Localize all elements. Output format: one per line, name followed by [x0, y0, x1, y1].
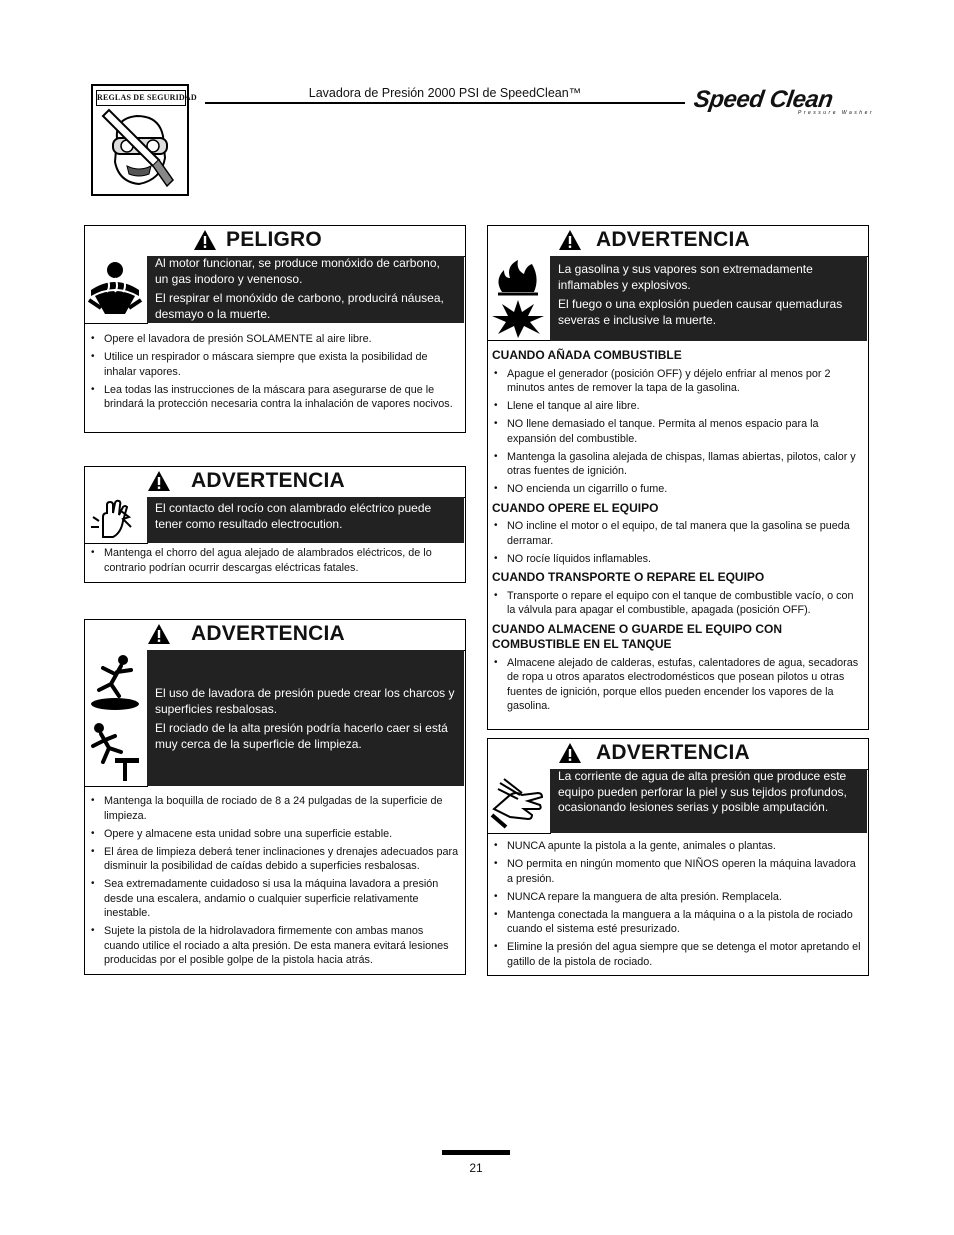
section-heading: CUANDO OPERE EL EQUIPO [492, 500, 659, 515]
slip-icon-cell [85, 650, 148, 719]
warning-triangle-icon [147, 623, 171, 645]
peligro-title: PELIGRO [226, 228, 322, 251]
warning-line: La gasolina y sus vapores son extremadamente inflamables y explosivos. [558, 262, 813, 292]
advertencia-electric-header [85, 467, 465, 498]
header-rule [205, 102, 685, 104]
peligro-header [85, 226, 465, 257]
list-item: • Utilice un respirador o máscara siempre que exista la posibilidad de inhalar vapores. [89, 350, 459, 379]
list-item: • Sujete la pistola de la hidrolavadora firmemente con ambas manos cuando utilice el rociado a alta presión. De esta manera evitará lesiones producidas por el posible golpe de la pistola hacia atrás. [89, 924, 461, 968]
electric-shock-hand-icon [85, 497, 145, 541]
list-item: • El área de limpieza deberá tener inclinaciones y drenajes adecuados para disminuir la posibilidad de caídas debido a superficies resbalosas. [89, 845, 461, 874]
advertencia-slip-title: ADVERTENCIA [191, 622, 345, 645]
advertencia-injection-box [487, 738, 869, 976]
warning-line: La corriente de agua de alta presión que produce este equipo pueden perforar la piel y sus tejidos profundos, ocasionando lesiones serias y posible amputación. [558, 769, 847, 814]
advertencia-injection-bullets [492, 839, 864, 973]
peligro-warning-text [147, 256, 464, 323]
advertencia-injection-header [488, 739, 868, 770]
list-item: • Mantenga la gasolina alejada de chispas, llamas abiertas, pilotos, calor y otras fuentes de ignición. [492, 450, 864, 479]
list-item: • NUNCA apunte la pistola a la gente, animales o plantas. [492, 839, 864, 854]
advertencia-fuel-sections [492, 344, 864, 717]
advertencia-injection-title: ADVERTENCIA [596, 741, 750, 764]
explosion-icon-cell [488, 298, 551, 341]
advertencia-electric-warning-text [147, 497, 464, 543]
advertencia-slip-warning-text [147, 650, 464, 786]
speed-clean-logo [692, 86, 875, 118]
advertencia-slip-header [85, 620, 465, 651]
list-item: • Llene el tanque al aire libre. [492, 399, 864, 414]
warning-line: El respirar el monóxido de carbono, producirá náusea, desmayo o la muerte. [155, 291, 444, 321]
list-item: • Mantenga conectada la manguera a la máquina o a la pistola de rociado cuando el sistema esté presurizado. [492, 908, 864, 937]
slipping-person-icon [85, 650, 145, 716]
list-item: • NO incline el motor o el equipo, de tal manera que la gasolina se pueda derramar. [492, 519, 864, 548]
list-item: • Opere y almacene esta unidad sobre una superficie estable. [89, 827, 461, 842]
warning-triangle-icon [147, 470, 171, 492]
list-item: • NO rocíe líquidos inflamables. [492, 552, 864, 567]
list-item: • Transporte o repare el equipo con el tanque de combustible vacío, o con la válvula para apagar el combustible, apagada (posición OFF). [492, 589, 864, 618]
warning-line: El contacto del rocío con alambrado eléctrico puede tener como resultado electrocution. [155, 501, 432, 531]
advertencia-fuel-box [487, 225, 869, 730]
advertencia-electric-box [84, 466, 466, 583]
peligro-bullets [89, 332, 459, 415]
list-item: • Lea todas las instrucciones de la máscara para asegurarse de que le brindará la protección necesaria contra la inhalación de vapores nocivos. [89, 383, 459, 412]
fire-icon-cell [488, 256, 551, 299]
safety-goggles-mask-icon [97, 108, 183, 192]
list-item: • NO encienda un cigarrillo o fume. [492, 482, 864, 497]
list-item: • Sea extremadamente cuidadoso si usa la máquina lavadora a presión desde una escalera, andamio o cualquier superficie relativamente inestable. [89, 877, 461, 921]
co-poison-icon-cell [85, 256, 148, 324]
section-heading: CUANDO AÑADA COMBUSTIBLE [492, 348, 682, 362]
section-heading: CUANDO ALMACENE O GUARDE EL EQUIPO CON COMBUSTIBLE EN EL TANQUE [492, 621, 783, 651]
list-item: • NO permita en ningún momento que NIÑOS operen la máquina lavadora a presión. [492, 857, 864, 886]
list-item: • Almacene alejado de calderas, estufas, calentadores de agua, secadoras de ropa u otros aparatos electrodomésticos que posean pilotos u otras fuentes de ignición, porque ellos pueden encender los vapores de la gasolina. [492, 656, 864, 714]
logo-wordmark: Speed Clean [692, 86, 835, 113]
page-number-text: 21 [469, 1161, 483, 1175]
warning-line: El fuego o una explosión pueden causar quemaduras severas e inclusive la muerte. [558, 297, 843, 327]
explosion-icon [488, 298, 548, 338]
list-item: • Opere el lavadora de presión SOLAMENTE al aire libre. [89, 332, 459, 347]
warning-line: El rociado de la alta presión podría hacerlo caer si está muy cerca de la superficie de limpieza. [155, 721, 448, 751]
list-item: • Apague el generador (posición OFF) y déjelo enfriar al menos por 2 minutos antes de remover la tapa de la gasolina. [492, 367, 864, 396]
electric-icon-cell [85, 497, 148, 544]
page-number-bar [442, 1150, 510, 1155]
carbon-monoxide-icon [85, 256, 145, 320]
advertencia-fuel-title: ADVERTENCIA [596, 228, 750, 251]
advertencia-electric-bullets [89, 546, 459, 579]
advertencia-fuel-warning-text [550, 256, 867, 341]
advertencia-injection-warning-text [550, 769, 867, 833]
advertencia-electric-title: ADVERTENCIA [191, 469, 345, 492]
list-item: • NO llene demasiado el tanque. Permita al menos espacio para la expansión del combustible. [492, 417, 864, 446]
advertencia-fuel-header [488, 226, 868, 257]
list-item: • Mantenga la boquilla de rociado de 8 a 24 pulgadas de la superficie de limpieza. [89, 794, 461, 823]
injection-icon-cell [488, 769, 551, 834]
safety-rules-badge [91, 84, 197, 196]
badge-title: REGLAS DE SEGURIDAD [96, 90, 186, 106]
list-item: • Mantenga el chorro del agua alejado de alambrados eléctricos, de lo contrario podrían ocurrir descargas eléctricas fatales. [89, 546, 459, 575]
page-number [442, 1150, 510, 1175]
skin-injection-hand-icon [488, 769, 548, 831]
section-heading: CUANDO TRANSPORTE O REPARE EL EQUIPO [492, 570, 765, 584]
warning-triangle-icon [558, 742, 582, 764]
list-item: • Elimine la presión del agua siempre que se detenga el motor apretando el gatillo de la pistola de rociado. [492, 940, 864, 969]
list-item: • NUNCA repare la manguera de alta presión. Remplacela. [492, 890, 864, 905]
falling-person-icon [85, 718, 145, 784]
peligro-box [84, 225, 466, 433]
warning-triangle-icon [193, 229, 217, 251]
warning-line: El uso de lavadora de presión puede crear los charcos y superficies resbalosas. [155, 686, 455, 716]
advertencia-slip-bullets [89, 794, 461, 971]
document-title: Lavadora de Presión 2000 PSI de SpeedClean™ [308, 86, 582, 100]
fall-icon-cell [85, 718, 148, 787]
fire-flame-icon [488, 256, 548, 296]
warning-triangle-icon [558, 229, 582, 251]
logo-subtitle: Pressure Washer [798, 110, 875, 116]
advertencia-slip-box [84, 619, 466, 975]
warning-line: Al motor funcionar, se produce monóxido de carbono, un gas inodoro y venenoso. [155, 256, 440, 286]
